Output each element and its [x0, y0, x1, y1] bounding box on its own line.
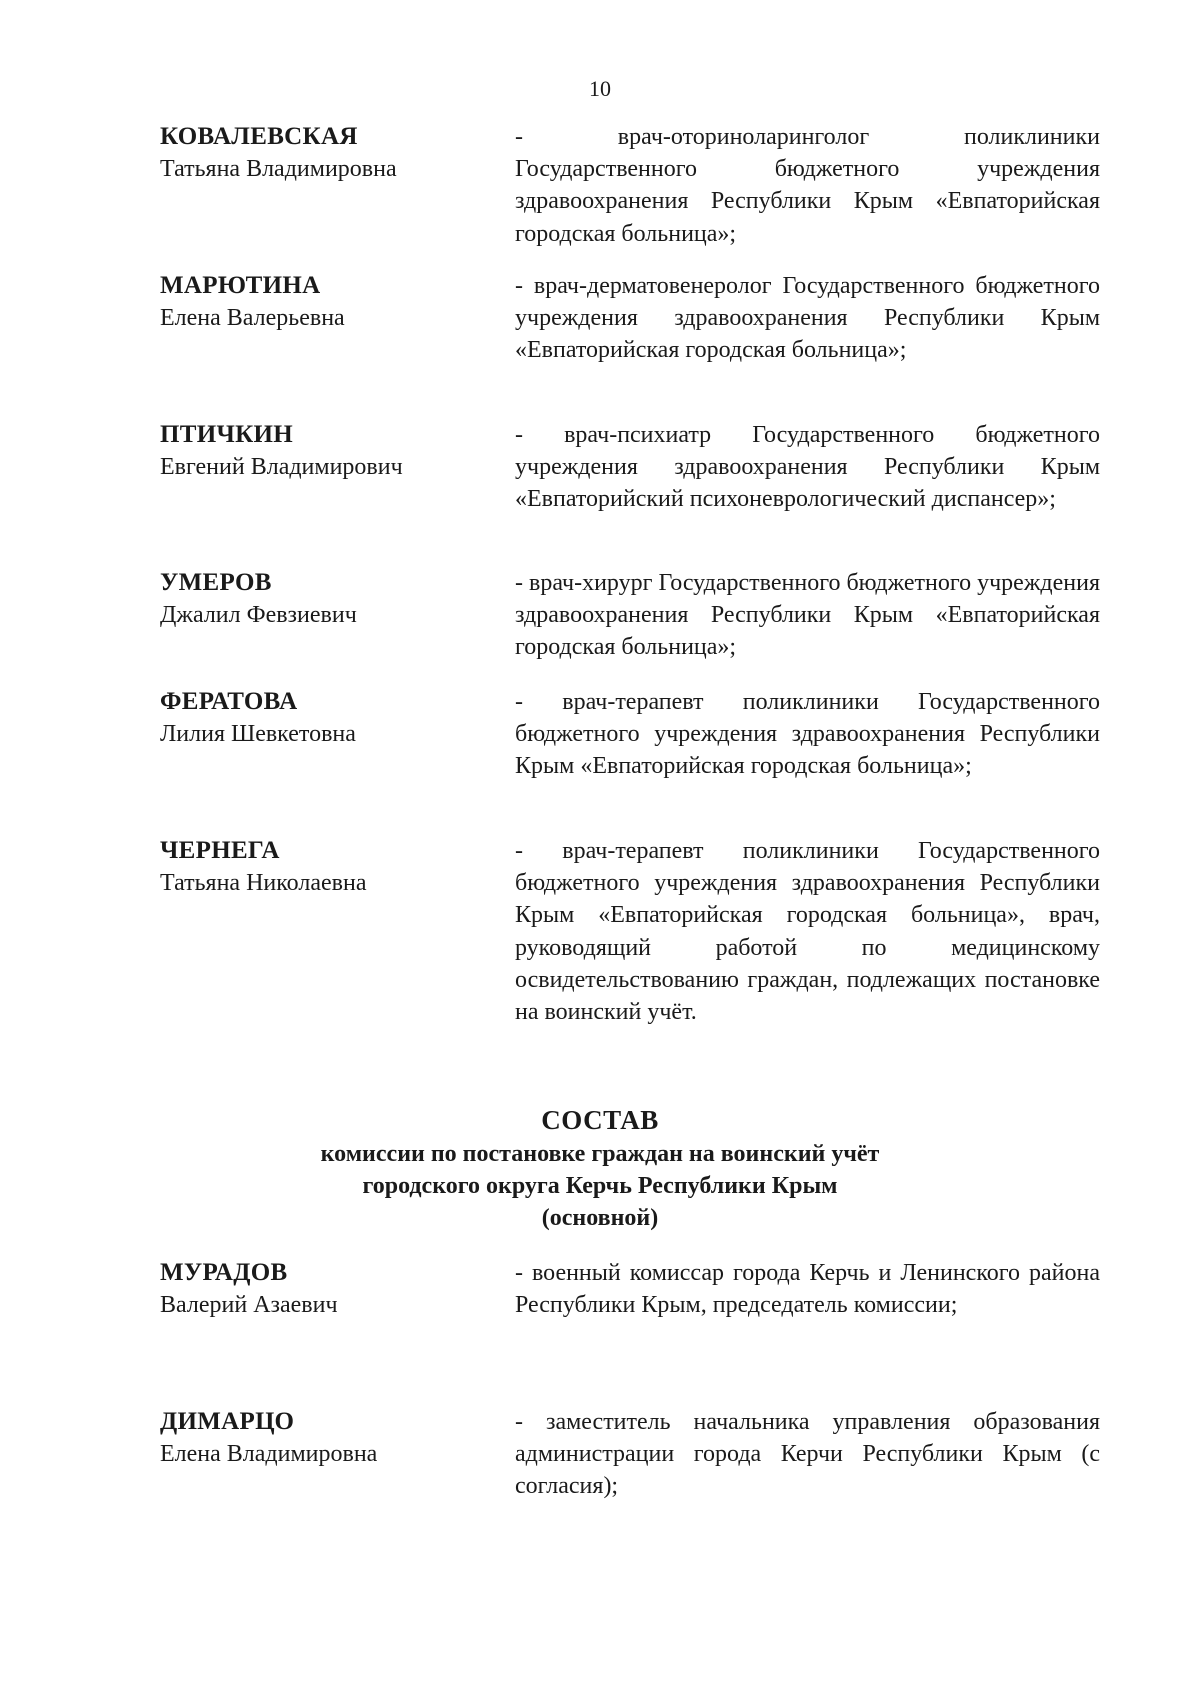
member-given-name: Елена Владимировна	[160, 1441, 378, 1467]
member-given-name: Джалил Февзиевич	[160, 602, 357, 628]
member-surname: УМЕРОВ	[160, 569, 272, 596]
section-subtitle: комиссии по постановке граждан на воинский учёт	[320, 1141, 880, 1167]
member-role: - врач-хирург Государственного бюджетного учреждения здравоохранения Республики Крым «Евпаторийская городская больница»;	[515, 570, 1100, 661]
member-surname: МАРЮТИНА	[160, 272, 321, 299]
member-name	[160, 270, 500, 334]
member-name	[160, 121, 500, 185]
section-subtitle: (основной)	[541, 1205, 659, 1231]
section-heading	[0, 1102, 1200, 1234]
member-given-name: Лилия Шевкетовна	[160, 721, 356, 747]
page-number: 10	[589, 76, 611, 101]
member-name	[160, 686, 500, 750]
member-given-name: Евгений Владимирович	[160, 454, 403, 480]
member-role: - врач-терапевт поликлиники Государственного бюджетного учреждения здравоохранения Республики Крым «Евпаторийская городская больница», врач, руководящий работой по медицинскому освидетельствованию граждан, подлежащих постановке на воинский учёт.	[515, 838, 1100, 1026]
member-surname: ЧЕРНЕГА	[160, 837, 280, 864]
section-subtitle: городского округа Керчь Республики Крым	[362, 1173, 838, 1199]
member-role: - врач-дерматовенеролог Государственного бюджетного учреждения здравоохранения Республики Крым «Евпаторийская городская больница»;	[515, 273, 1100, 364]
member-role: - врач-психиатр Государственного бюджетного учреждения здравоохранения Республики Крым «Евпаторийский психоневрологический диспансер»;	[515, 422, 1100, 513]
member-role: - военный комиссар города Керчь и Ленинского района Республики Крым, председатель комиссии;	[515, 1260, 1100, 1319]
member-given-name: Татьяна Владимировна	[160, 156, 397, 182]
member-name	[160, 1257, 500, 1321]
member-role: - врач-оториноларинголог поликлиники Государственного бюджетного учреждения здравоохранения Республики Крым «Евпаторийская городская больница»;	[515, 124, 1100, 247]
member-given-name: Елена Валерьевна	[160, 305, 345, 331]
member-surname: КОВАЛЕВСКАЯ	[160, 123, 358, 150]
member-given-name: Валерий Азаевич	[160, 1292, 338, 1318]
member-surname: ФЕРАТОВА	[160, 688, 298, 715]
member-name	[160, 419, 500, 483]
member-name	[160, 835, 500, 899]
member-name	[160, 567, 500, 631]
section-title: СОСТАВ	[541, 1105, 659, 1135]
member-surname: МУРАДОВ	[160, 1259, 288, 1286]
member-name	[160, 1406, 500, 1470]
member-given-name: Татьяна Николаевна	[160, 870, 367, 896]
member-surname: ПТИЧКИН	[160, 421, 294, 448]
member-role: - заместитель начальника управления образования администрации города Керчи Республики Крым (с согласия);	[515, 1409, 1100, 1500]
member-surname: ДИМАРЦО	[160, 1408, 295, 1435]
member-role: - врач-терапевт поликлиники Государственного бюджетного учреждения здравоохранения Республики Крым «Евпаторийская городская больница»;	[515, 689, 1100, 780]
